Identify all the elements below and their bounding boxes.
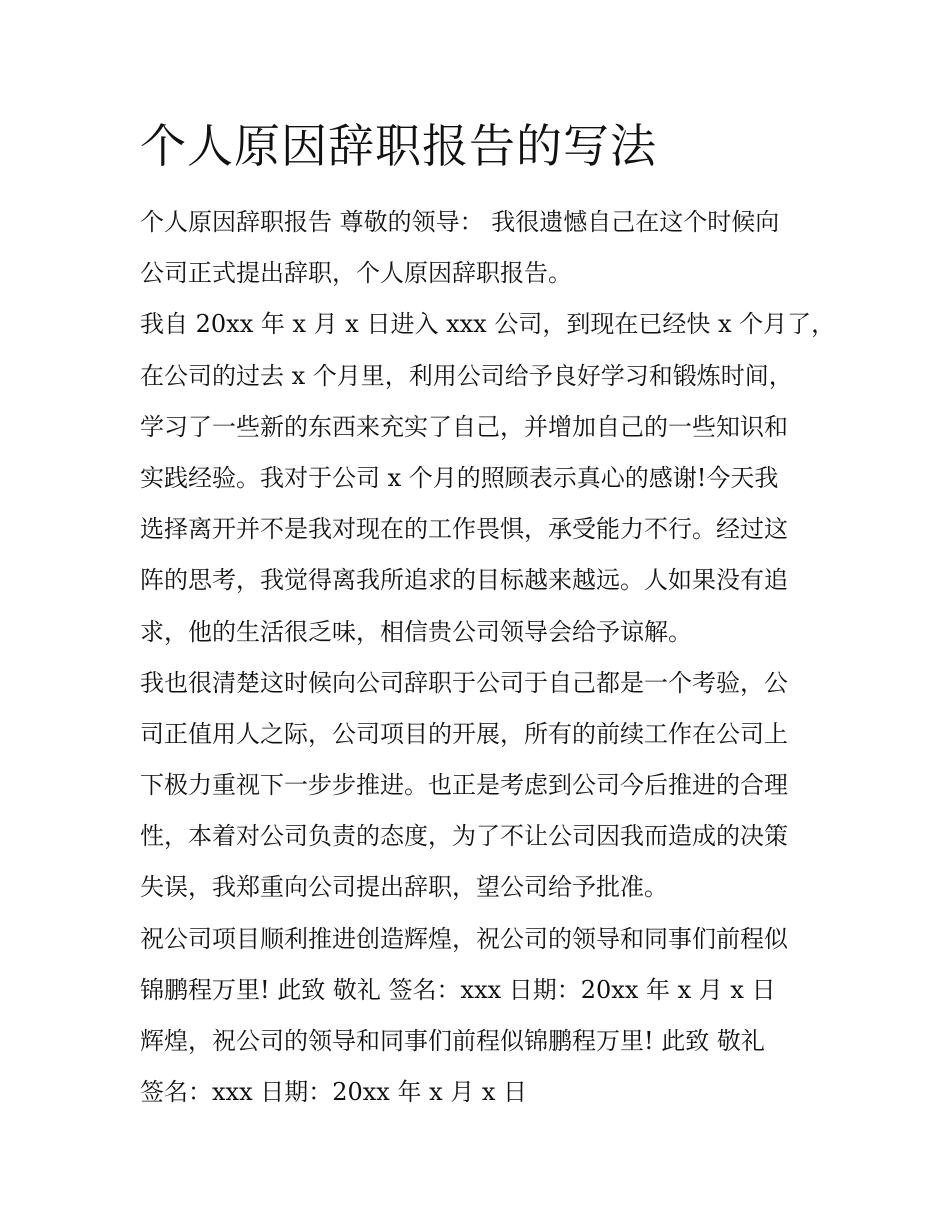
body-line: 阵的思考，我觉得离我所追求的目标越来越远。人如果没有追 <box>140 566 788 595</box>
body-line: 实践经验。我对于公司 x 个月的照顾表示真心的感谢!今天我 <box>140 463 779 492</box>
body-line: 失误，我郑重向公司提出辞职，望公司给予批准。 <box>140 873 668 902</box>
body-line: 锦鹏程万里! 此致 敬礼 签名：xxx 日期：20xx 年 x 月 x 日 <box>140 975 776 1004</box>
body-line: 签名：xxx 日期：20xx 年 x 月 x 日 <box>140 1078 528 1107</box>
body-line: 求，他的生活很乏味，相信贵公司领导会给予谅解。 <box>140 617 692 646</box>
body-line: 选择离开并不是我对现在的工作畏惧，承受能力不行。经过这 <box>140 515 788 544</box>
body-line: 祝公司项目顺利推进创造辉煌，祝公司的领导和同事们前程似 <box>140 924 788 953</box>
body-line: 我自 20xx 年 x 月 x 日进入 xxx 公司，到现在已经快 x 个月了， <box>140 310 836 339</box>
body-line: 公司正式提出辞职，个人原因辞职报告。 <box>140 259 572 288</box>
body-line: 下极力重视下一步步推进。也正是考虑到公司今后推进的合理 <box>140 771 788 800</box>
body-line: 在公司的过去 x 个月里，利用公司给予良好学习和锻炼时间， <box>140 361 793 390</box>
document-body <box>140 197 836 1118</box>
body-line: 学习了一些新的东西来充实了自己，并增加自己的一些知识和 <box>140 412 788 441</box>
body-line: 个人原因辞职报告 尊敬的领导： 我很遗憾自己在这个时候向 <box>140 208 780 236</box>
body-line: 辉煌，祝公司的领导和同事们前程似锦鹏程万里! 此致 敬礼 <box>140 1027 765 1055</box>
body-line: 我也很清楚这时候向公司辞职于公司于自己都是一个考验，公 <box>140 668 788 697</box>
body-line: 性，本着对公司负责的态度，为了不让公司因我而造成的决策 <box>140 822 788 851</box>
document-title: 个人原因辞职报告的写法 <box>140 119 657 173</box>
body-line: 司正值用人之际，公司项目的开展，所有的前续工作在公司上 <box>140 719 788 748</box>
